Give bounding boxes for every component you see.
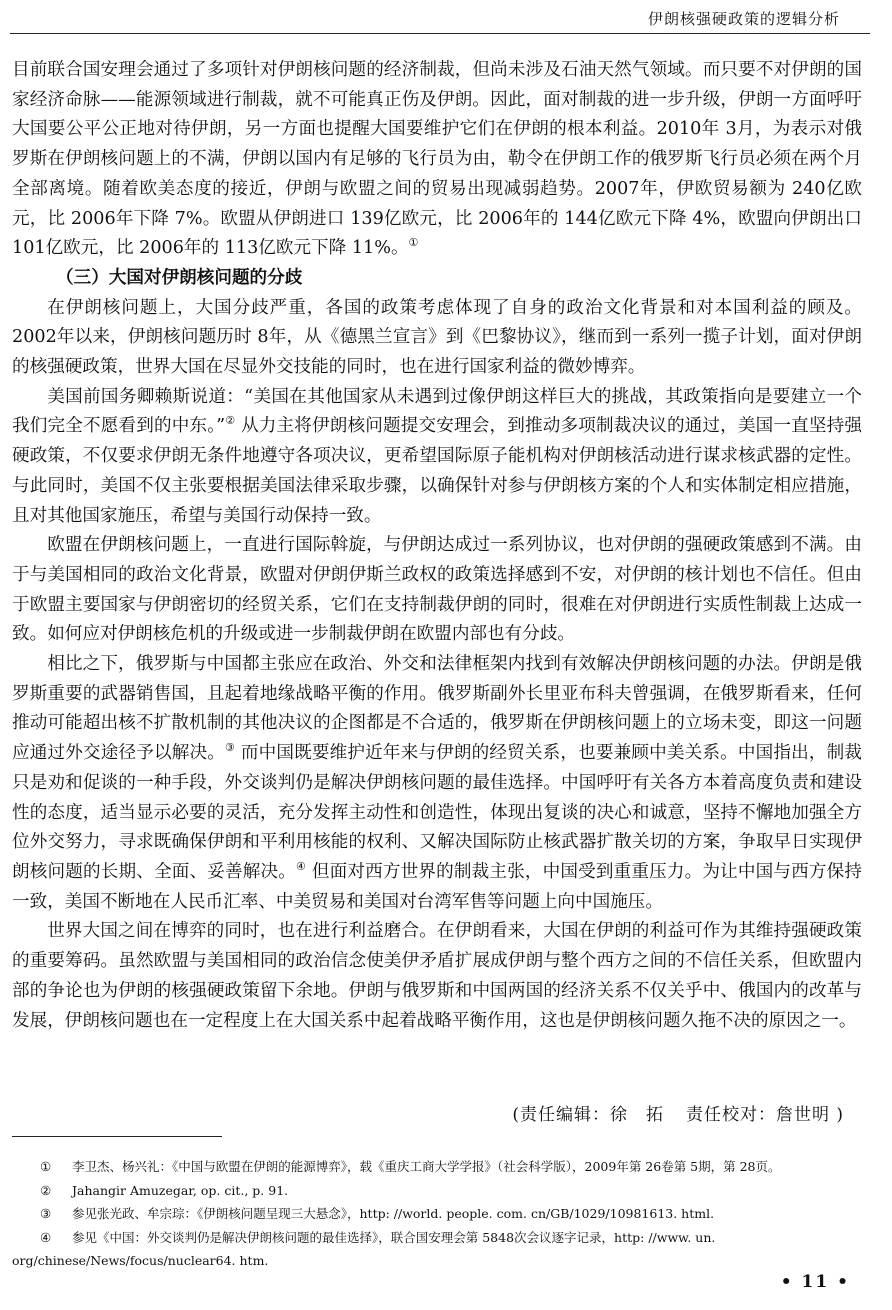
footnote-4-text[interactable]: 参见《中国：外交谈判仍是解决伊朗核问题的最佳选择》，联合国安理会第 5848次会议逐字记录，http: //www. un. org/chinese/News/focus/nuclear64. htm. bbox=[12, 1229, 716, 1268]
article-body bbox=[12, 56, 862, 1036]
footnote-2: ② Jahangir Amuzegar, op. cit., p. 91. bbox=[40, 1182, 289, 1198]
footnote-1: ① 李卫杰、杨兴礼：《中国与欧盟在伊朗的能源博弈》，载《重庆工商大学学报》（社会科学版），2009年第 26卷第 5期，第 28页。 bbox=[40, 1159, 781, 1174]
footnote-ref-4[interactable]: ④ bbox=[296, 859, 307, 873]
section-heading: （三）大国对伊朗核问题的分歧 bbox=[56, 267, 303, 288]
proofreader-name: 詹世明 bbox=[775, 1105, 830, 1125]
paragraph-usa: 美国前国务卿赖斯说道：“美国在其他国家从未遇到过像伊朗这样巨大的挑战，其政策指向是要建立一个我们完全不愿看到的中东。”② 从力主将伊朗核问题提交安理会，到推动多项制裁决议的通过，美国一直坚持强硬政策，不仅要求伊朗无条件地遵守各项决议，更希望国际原子能机构对伊朗核活动进行谋求核武器的定性。与此同时，美国不仅主张要根据美国法律采取步骤，以确保针对参与伊朗核方案的个人和实体制定相应措施，且对其他国家施压，希望与美国行动保持一致。 bbox=[12, 386, 862, 526]
paragraph-conclusion: 世界大国之间在博弈的同时，也在进行利益磨合。在伊朗看来，大国在伊朗的利益可作为其维持强硬政策的重要筹码。虽然欧盟与美国相同的政治信念使美伊矛盾扩展成伊朗与整个西方之间的不信任关系，但欧盟内部的争论也为伊朗的核强硬政策留下余地。伊朗与俄罗斯和中国两国的经济关系不仅关乎中、俄国内的改革与发展，伊朗核问题也在一定程度上在大国关系中起着战略平衡作用，这也是伊朗核问题久拖不决的原因之一。 bbox=[12, 921, 862, 1031]
footnote-ref-3[interactable]: ③ bbox=[225, 741, 236, 755]
footnotes bbox=[12, 1155, 868, 1273]
header-rule bbox=[10, 33, 870, 34]
footnote-4: ④ 参见《中国：外交谈判仍是解决伊朗核问题的最佳选择》，联合国安理会第 5848次会议逐字记录，http: //www. un. org/chinese/News/focus/nuclear64. htm. bbox=[12, 1229, 716, 1268]
footnote-ref-1[interactable]: ① bbox=[408, 236, 419, 250]
proofreader-label: 责任校对： bbox=[685, 1105, 776, 1125]
paragraph-russia-china: 相比之下，俄罗斯与中国都主张应在政治、外交和法律框架内找到有效解决伊朗核问题的办法。伊朗是俄罗斯重要的武器销售国，且起着地缘战略平衡的作用。俄罗斯副外长里亚布科夫曾强调，在俄罗斯看来，任何推动可能超出核不扩散机制的其他决议的企图都是不合适的，俄罗斯在伊朗核问题上的立场未变，即这一问题应通过外交途径予以解决。③ 而中国既要维护近年来与伊朗的经贸关系，也要兼顾中美关系。中国指出，制裁只是劝和促谈的一种手段，外交谈判仍是解决伊朗核问题的最佳选择。中国呼吁有关各方本着高度负责和建设性的态度，适当显示必要的灵活，充分发挥主动性和创造性，体现出复谈的决心和诚意，坚持不懈地加强全方位外交努力，寻求既确保伊朗和平利用核能的权利、又解决国际防止核武器扩散关切的方案，争取早日实现伊朗核问题的长期、全面、妥善解决。④ 但面对西方世界的制裁主张，中国受到重重压力。为让中国与西方保持一致，美国不断地在人民币汇率、中美贸易和美国对台湾军售等问题上向中国施压。 bbox=[12, 654, 862, 912]
footnote-3: ③ 参见张光政、牟宗琮：《伊朗核问题呈现三大悬念》，http: //world. people. com. cn/GB/1029/10981613. html. bbox=[40, 1206, 715, 1221]
editor-name: 徐 拓 bbox=[609, 1105, 664, 1125]
page-number: • 11 • bbox=[780, 1272, 850, 1292]
running-header: 伊朗核强硬政策的逻辑分析 bbox=[647, 10, 840, 28]
paragraph-eu: 欧盟在伊朗核问题上，一直进行国际斡旋，与伊朗达成过一系列协议，也对伊朗的强硬政策感到不满。由于与美国相同的政治文化背景，欧盟对伊朗伊斯兰政权的政策选择感到不安，对伊朗的核计划也不信任。但由于欧盟主要国家与伊朗密切的经贸关系，它们在支持制裁伊朗的同时，很难在对伊朗进行实质性制裁上达成一致。如何应对伊朗核危机的升级或进一步制裁伊朗在欧盟内部也有分歧。 bbox=[12, 535, 862, 645]
footnote-rule bbox=[12, 1136, 222, 1137]
paragraph-sanctions: 目前联合国安理会通过了多项针对伊朗核问题的经济制裁，但尚未涉及石油天然气领域。而只要不对伊朗的国家经济命脉——能源领域进行制裁，就不可能真正伤及伊朗。因此，面对制裁的进一步升级，伊朗一方面呼吁大国要公平公正地对待伊朗，另一方面也提醒大国要维护它们在伊朗的根本利益。2010年 3月，为表示对俄罗斯在伊朗核问题上的不满，伊朗以国内有足够的飞行员为由，勒令在伊朗工作的俄罗斯飞行员必须在两个月全部离境。随着欧美态度的接近，伊朗与欧盟之间的贸易出现减弱趋势。2007年，伊欧贸易额为 240亿欧元，比 2006年下降 7%。欧盟从伊朗进口 139亿欧元，比 2006年的 144亿欧元下降 4%，欧盟向伊朗出口 101亿欧元，比 2006年的 113亿欧元下降 11%。① bbox=[12, 60, 862, 259]
footnote-3-text[interactable]: 参见张光政、牟宗琮：《伊朗核问题呈现三大悬念》，http: //world. people. com. cn/GB/1029/10981613. html. bbox=[72, 1206, 715, 1221]
editor-label: 责任编辑： bbox=[519, 1105, 610, 1125]
paragraph-divergence: 在伊朗核问题上，大国分歧严重，各国的政策考虑体现了自身的政治文化背景和对本国利益的顾及。2002年以来，伊朗核问题历时 8年，从《德黑兰宣言》到《巴黎协议》，继而到一系列一揽子计划，面对伊朗的核强硬政策，世界大国在尽显外交技能的同时，也在进行国家利益的微妙博弈。 bbox=[12, 297, 862, 378]
footnote-ref-2[interactable]: ② bbox=[225, 414, 236, 428]
editor-credits: (责任编辑：徐 拓 责任校对：詹世明 ) bbox=[512, 1105, 844, 1125]
